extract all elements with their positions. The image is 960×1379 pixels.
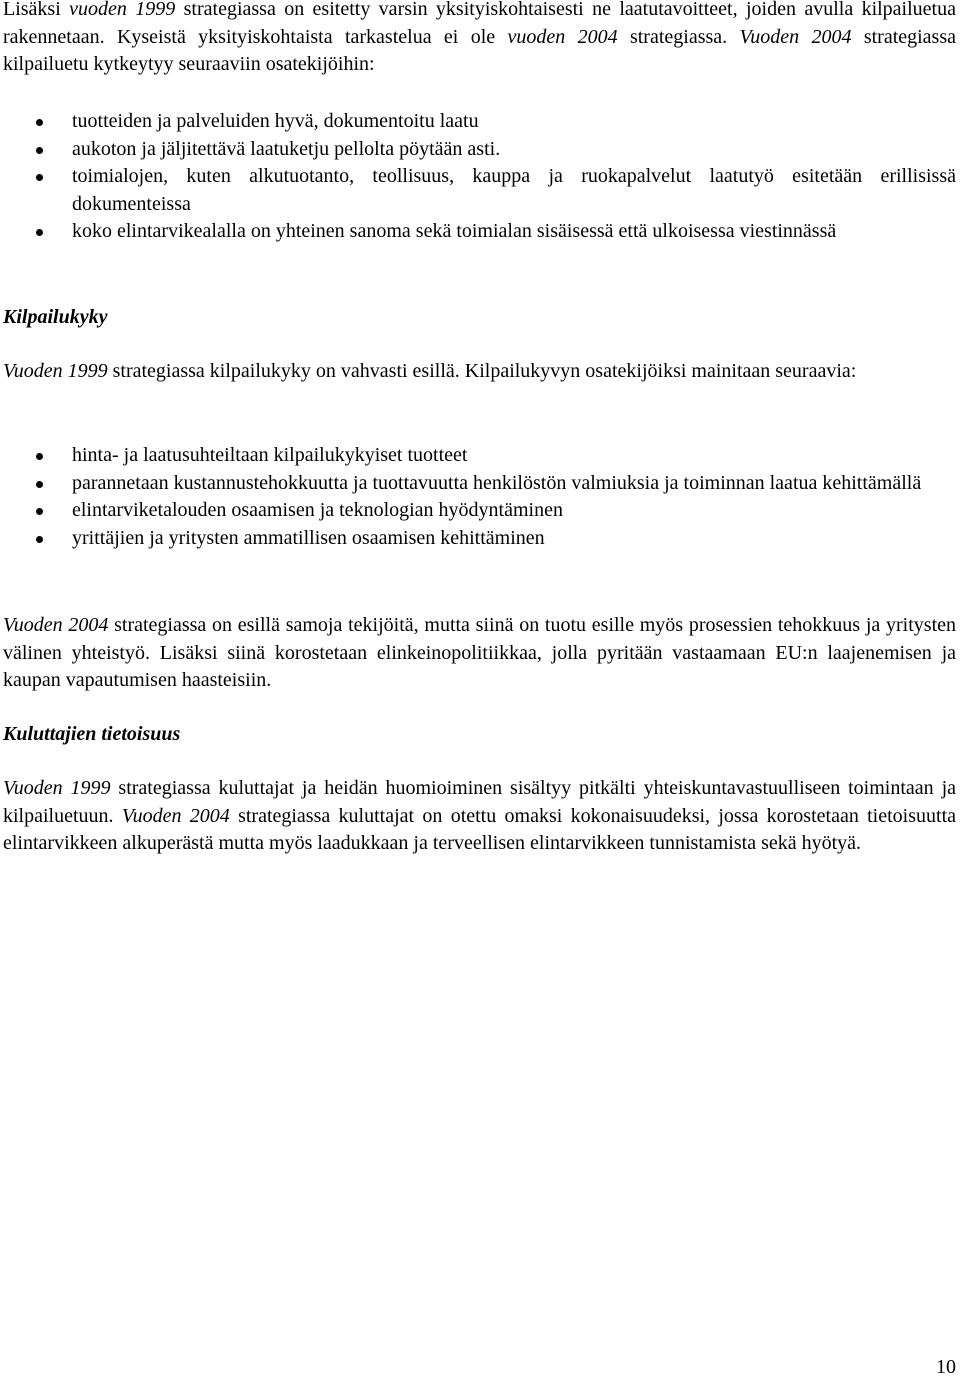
- list-item: [0, 136, 960, 164]
- bullet-icon: [36, 229, 43, 236]
- intro-paragraph: [3, 0, 956, 79]
- page-number: 10: [936, 1356, 956, 1378]
- bullet-icon: [36, 147, 43, 154]
- competitive-edge-list: [0, 108, 960, 246]
- bullet-icon: [36, 119, 43, 126]
- italic-text-run: Vuoden 1999: [3, 777, 111, 799]
- list-item: [0, 497, 960, 525]
- list-item: [0, 218, 960, 246]
- italic-text-run: Vuoden 2004: [3, 614, 109, 636]
- list-item-text: parannetaan kustannustehokkuutta ja tuottavuutta henkilöstön valmiuksia ja toiminnan laatua kehittämällä: [72, 471, 922, 494]
- list-item-text: hinta- ja laatusuhteiltaan kilpailukykyiset tuotteet: [72, 444, 468, 466]
- italic-text-run: vuoden 1999: [69, 0, 176, 20]
- italic-text-run: Vuoden 2004: [121, 804, 230, 827]
- list-item-text: aukoton ja jäljitettävä laatuketju pellolta pöytään asti.: [72, 137, 501, 160]
- bullet-icon: [36, 453, 43, 460]
- list-item-text: yrittäjien ja yritysten ammatillisen osaamisen kehittäminen: [72, 526, 545, 549]
- text-run: strategiassa on esillä samoja tekijöitä, mutta siinä on tuotu esille myös prosessien tehokkuus ja yritysten välinen yhteistyö. Lisäksi siinä korostetaan elinkeinopolitiikkaa, jolla pyritään vastaamaan EU:n laajenemisen ja kaupan vapautumisen haasteisiin.: [3, 614, 957, 691]
- italic-text-run: Vuoden 1999: [3, 360, 108, 382]
- list-item: [0, 108, 960, 136]
- italic-text-run: Vuoden 2004: [739, 25, 852, 48]
- bullet-icon: [36, 174, 43, 181]
- bullet-icon: [36, 508, 43, 515]
- list-item-text: koko elintarvikealalla on yhteinen sanoma sekä toimialan sisäisessä että ulkoisessa viestinnässä: [72, 220, 837, 242]
- text-run: strategiassa kuluttajat ja heidän huomioiminen sisältyy pitkälti yhteiskuntavastuulliseen toimintaan ja kilpailuetuun.: [3, 777, 956, 827]
- competitiveness-list: [0, 442, 960, 552]
- text-run: strategiassa kilpailuetu kytkeytyy seuraaviin osatekijöihin:: [3, 25, 957, 75]
- list-item-text: tuotteiden ja palveluiden hyvä, dokumentoitu laatu: [72, 110, 479, 132]
- list-item: [0, 163, 960, 218]
- list-item: [0, 442, 960, 470]
- text-run: strategiassa kilpailukyky on vahvasti esillä. Kilpailukyvyn osatekijöiksi mainitaan seuraavia:: [107, 360, 857, 382]
- bullet-icon: [36, 481, 43, 488]
- text-run: Lisäksi: [3, 0, 70, 20]
- list-item: [0, 525, 960, 553]
- list-item: [0, 470, 960, 498]
- heading-kilpailukyky: Kilpailukyky: [3, 306, 108, 328]
- list-item-text: elintarviketalouden osaamisen ja teknologian hyödyntäminen: [72, 499, 563, 521]
- consumers-paragraph: [3, 775, 956, 858]
- text-run: strategiassa.: [617, 25, 740, 48]
- heading-kuluttajat: Kuluttajien tietoisuus: [3, 723, 181, 745]
- bullet-icon: [36, 536, 43, 543]
- italic-text-run: vuoden 2004: [507, 25, 618, 48]
- competitiveness-paragraph: [3, 358, 956, 386]
- strategy-2004-paragraph: [3, 612, 956, 695]
- text-run: strategiassa kuluttajat on otettu omaksi kokonaisuudeksi, jossa korostetaan tietoisuutta elintarvikkeen alkuperästä mutta myös laadukkaan ja terveellisen elintarvikkeen tunnistamista sekä hyötyä.: [3, 804, 957, 854]
- list-item-text: toimialojen, kuten alkutuotanto, teollisuus, kauppa ja ruokapalvelut laatutyö esitetään erillisissä dokumenteissa: [72, 165, 956, 215]
- text-run: strategiassa on esitetty varsin yksityiskohtaisesti ne laatutavoitteet, joiden avulla kilpailuetua rakennetaan. Kyseistä yksityiskohtaista tarkastelua ei ole: [3, 0, 956, 48]
